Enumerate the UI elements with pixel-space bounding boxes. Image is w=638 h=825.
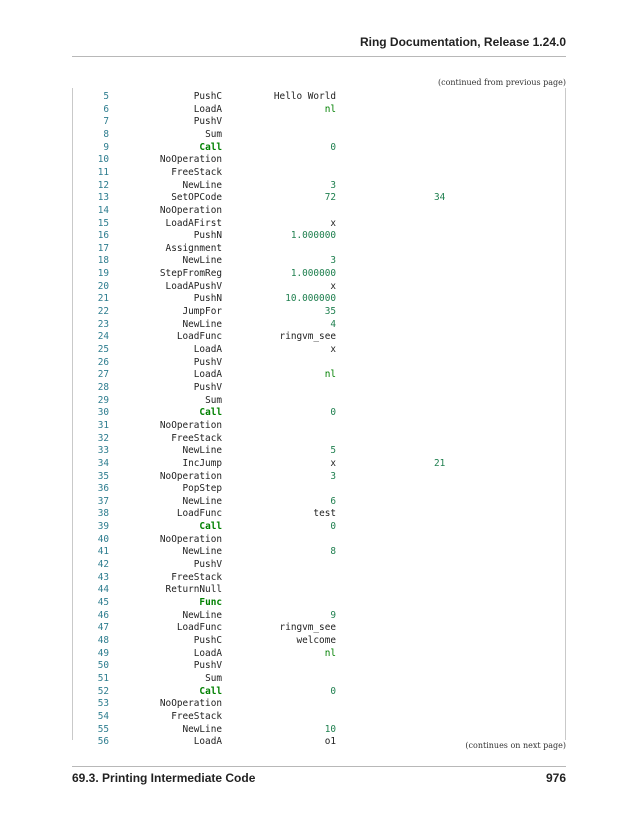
code-line (73, 103, 565, 116)
line-number: 31 (97, 419, 109, 431)
line-number: 29 (97, 394, 109, 406)
operand: x (330, 457, 336, 469)
operand: ringvm_see (279, 331, 336, 343)
line-number: 53 (97, 698, 109, 710)
code-line (73, 368, 565, 381)
code-line (73, 634, 565, 647)
line-number: 25 (97, 344, 109, 355)
code-line (73, 697, 565, 710)
operand: 6 (330, 495, 336, 507)
opcode: ReturnNull (165, 584, 222, 596)
code-line (73, 432, 565, 445)
opcode: LoadFunc (176, 508, 222, 520)
line-number: 9 (103, 141, 109, 153)
code-line (73, 495, 565, 508)
code-line (73, 710, 565, 723)
code-line (73, 583, 565, 596)
operand: 35 (324, 306, 336, 318)
line-number: 18 (97, 255, 109, 267)
opcode: SetOPCode (171, 192, 222, 204)
operand: 3 (330, 255, 336, 267)
operand: 72 (324, 192, 336, 204)
operand: 10.000000 (285, 293, 336, 305)
operand: 1.000000 (290, 230, 336, 242)
operand: 8 (330, 546, 336, 558)
opcode: LoadA (193, 736, 222, 748)
code-line (73, 166, 565, 179)
code-line (73, 444, 565, 457)
line-number: 51 (97, 672, 109, 684)
opcode: FreeStack (171, 432, 222, 444)
operand: 0 (330, 141, 336, 153)
code-line (73, 217, 565, 230)
header-divider (72, 56, 566, 57)
opcode: FreeStack (171, 710, 222, 722)
operand: 10 (324, 723, 336, 735)
opcode: PushV (193, 356, 222, 368)
code-line (73, 482, 565, 495)
line-number: 21 (97, 293, 109, 305)
opcode: Sum (205, 394, 222, 406)
opcode: FreeStack (171, 166, 222, 178)
line-number: 39 (97, 521, 109, 533)
line-number: 16 (97, 230, 109, 242)
operand: Hello World (273, 91, 336, 102)
opcode: PushC (193, 634, 222, 646)
line-number: 44 (97, 584, 109, 596)
line-number: 55 (97, 723, 109, 735)
line-number: 33 (97, 445, 109, 457)
operand: nl (324, 103, 336, 115)
opcode: NoOperation (159, 419, 222, 431)
operand-2: 34 (434, 192, 446, 204)
line-number: 40 (97, 533, 109, 545)
operand: x (330, 344, 336, 355)
line-number: 12 (97, 179, 109, 191)
code-line (73, 141, 565, 154)
code-line (73, 507, 565, 520)
operand: 0 (330, 407, 336, 419)
code-line (73, 267, 565, 280)
opcode: NewLine (182, 318, 222, 330)
operand: x (330, 217, 336, 229)
code-line (73, 115, 565, 128)
line-number: 38 (97, 508, 109, 520)
footer-section-title: 69.3. Printing Intermediate Code (72, 771, 256, 785)
page-number: 976 (545, 771, 566, 785)
code-line (73, 179, 565, 192)
opcode: NewLine (182, 546, 222, 558)
line-number: 26 (97, 356, 109, 368)
opcode: PushC (193, 91, 222, 102)
code-line (73, 292, 565, 305)
line-number: 19 (97, 268, 109, 280)
opcode: StepFromReg (159, 268, 222, 280)
line-number: 22 (97, 306, 109, 318)
line-number: 6 (103, 103, 109, 115)
opcode: NewLine (182, 723, 222, 735)
operand: ringvm_see (279, 622, 336, 634)
code-line (73, 330, 565, 343)
operand: nl (324, 647, 336, 659)
line-number: 8 (103, 128, 109, 140)
line-number: 43 (97, 571, 109, 583)
code-line (73, 254, 565, 267)
code-line (73, 545, 565, 558)
opcode: PushV (193, 116, 222, 128)
line-number: 54 (97, 710, 109, 722)
opcode: PopStep (182, 483, 222, 495)
code-line (73, 609, 565, 622)
code-line (73, 647, 565, 660)
opcode: LoadAPushV (165, 280, 222, 292)
opcode: LoadA (193, 369, 222, 381)
line-number: 20 (97, 280, 109, 292)
line-number: 24 (97, 331, 109, 343)
operand: test (313, 508, 336, 520)
opcode: Assignment (165, 242, 222, 254)
opcode: NewLine (182, 255, 222, 267)
opcode: PushN (193, 293, 222, 305)
code-line (73, 723, 565, 736)
opcode: NoOperation (159, 698, 222, 710)
line-number: 41 (97, 546, 109, 558)
code-line (73, 596, 565, 609)
line-number: 49 (97, 647, 109, 659)
opcode: NewLine (182, 179, 222, 191)
line-number: 56 (97, 736, 109, 748)
code-line (73, 356, 565, 369)
line-number: 5 (103, 91, 109, 102)
code-line (73, 659, 565, 672)
code-line (73, 520, 565, 533)
line-number: 48 (97, 634, 109, 646)
opcode: JumpFor (182, 306, 222, 318)
code-line (73, 153, 565, 166)
opcode: NoOperation (159, 470, 222, 482)
code-line (73, 394, 565, 407)
line-number: 35 (97, 470, 109, 482)
code-line (73, 305, 565, 318)
operand: welcome (296, 634, 336, 646)
opcode: LoadFunc (176, 622, 222, 634)
operand: 0 (330, 685, 336, 697)
opcode: PushV (193, 559, 222, 571)
code-line (73, 457, 565, 470)
line-number: 45 (97, 597, 109, 608)
opcode: Func (199, 597, 222, 608)
operand-2: 21 (434, 457, 446, 469)
opcode: NoOperation (159, 533, 222, 545)
operand: o1 (324, 736, 336, 748)
opcode: PushV (193, 381, 222, 393)
opcode: PushN (193, 230, 222, 242)
opcode: Call (199, 407, 222, 419)
line-number: 37 (97, 495, 109, 507)
opcode: PushV (193, 660, 222, 672)
opcode: NewLine (182, 609, 222, 621)
opcode: Call (199, 521, 222, 533)
line-number: 15 (97, 217, 109, 229)
code-line (73, 128, 565, 141)
operand: x (330, 280, 336, 292)
operand: 9 (330, 609, 336, 621)
operand: nl (324, 369, 336, 381)
opcode: NewLine (182, 495, 222, 507)
page-header-title: Ring Documentation, Release 1.24.0 (359, 35, 566, 49)
footer-divider (72, 766, 566, 767)
operand: 3 (330, 470, 336, 482)
line-number: 32 (97, 432, 109, 444)
opcode: IncJump (182, 457, 222, 469)
line-number: 23 (97, 318, 109, 330)
code-line (73, 621, 565, 634)
code-line (73, 685, 565, 698)
code-line (73, 280, 565, 293)
line-number: 34 (97, 457, 109, 469)
code-line (73, 533, 565, 546)
opcode: NoOperation (159, 204, 222, 216)
line-number: 47 (97, 622, 109, 634)
operand: 4 (330, 318, 336, 330)
code-line (73, 191, 565, 204)
opcode: LoadA (193, 103, 222, 115)
line-number: 36 (97, 483, 109, 495)
operand: 1.000000 (290, 268, 336, 280)
operand: 3 (330, 179, 336, 191)
code-line (73, 571, 565, 584)
code-line (73, 90, 565, 103)
continues-on-note: (continues on next page) (465, 741, 566, 750)
opcode: Sum (205, 672, 222, 684)
code-line (73, 672, 565, 685)
code-line (73, 406, 565, 419)
opcode: Sum (205, 128, 222, 140)
line-number: 30 (97, 407, 109, 419)
line-number: 28 (97, 381, 109, 393)
code-line (73, 381, 565, 394)
operand: 5 (330, 445, 336, 457)
code-line (73, 470, 565, 483)
code-line (73, 558, 565, 571)
code-line (73, 343, 565, 356)
line-number: 14 (97, 204, 109, 216)
code-line (73, 229, 565, 242)
line-number: 42 (97, 559, 109, 571)
opcode: LoadA (193, 344, 222, 355)
operand: 0 (330, 521, 336, 533)
code-line (73, 204, 565, 217)
code-line (73, 318, 565, 331)
line-number: 27 (97, 369, 109, 381)
opcode: LoadA (193, 647, 222, 659)
line-number: 52 (97, 685, 109, 697)
opcode: Call (199, 685, 222, 697)
opcode: NewLine (182, 445, 222, 457)
opcode: NoOperation (159, 154, 222, 166)
line-number: 10 (97, 154, 109, 166)
line-number: 17 (97, 242, 109, 254)
line-number: 13 (97, 192, 109, 204)
line-number: 11 (97, 166, 109, 178)
opcode: LoadFunc (176, 331, 222, 343)
code-line (73, 242, 565, 255)
line-number: 7 (103, 116, 109, 128)
line-number: 46 (97, 609, 109, 621)
line-number: 50 (97, 660, 109, 672)
opcode: FreeStack (171, 571, 222, 583)
opcode: Call (199, 141, 222, 153)
continued-from-note: (continued from previous page) (437, 78, 566, 87)
opcode: LoadAFirst (165, 217, 222, 229)
code-line (73, 419, 565, 432)
